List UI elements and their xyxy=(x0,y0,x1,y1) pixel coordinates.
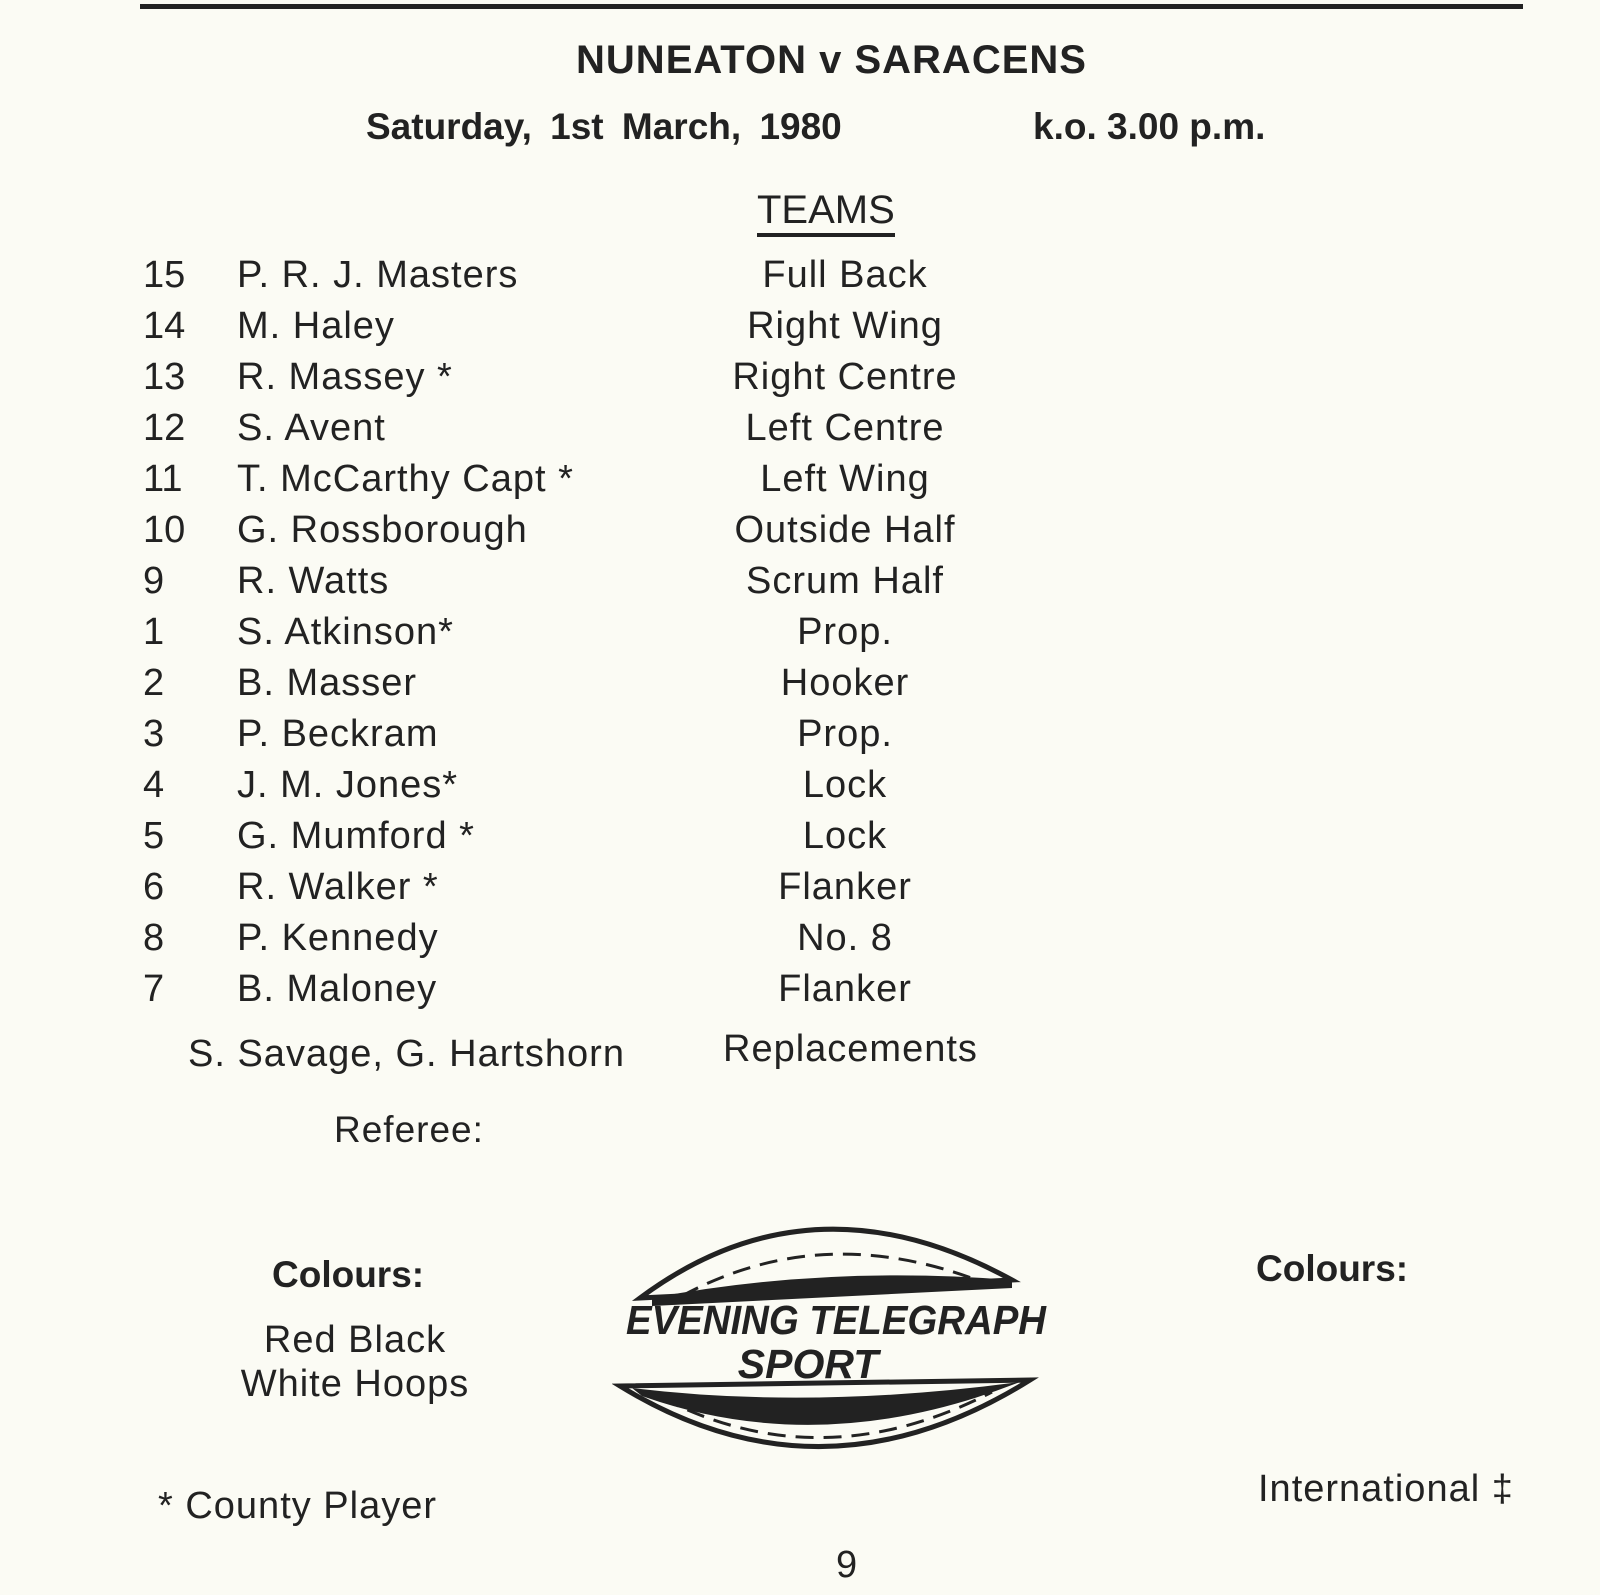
player-position: Outside Half xyxy=(734,509,956,551)
player-number: 13 xyxy=(143,356,186,398)
player-position: Right Centre xyxy=(732,356,958,398)
player-name: S. Avent xyxy=(237,407,386,449)
top-rule xyxy=(140,4,1523,9)
player-position: Lock xyxy=(802,815,888,857)
player-position: Flanker xyxy=(778,968,912,1010)
kickoff-time: k.o. 3.00 p.m. xyxy=(1033,106,1266,147)
player-name: J. M. Jones* xyxy=(237,764,459,806)
player-number: 12 xyxy=(143,407,186,449)
player-position: No. 8 xyxy=(797,917,893,959)
replacements-names: S. Savage, G. Hartshorn xyxy=(188,1033,625,1075)
county-player-note: * County Player xyxy=(158,1485,438,1527)
player-number: 15 xyxy=(143,254,186,296)
player-name: T. McCarthy Capt * xyxy=(237,458,574,500)
player-position: Scrum Half xyxy=(746,560,944,602)
player-row xyxy=(0,252,1100,304)
player-name: R. Walker * xyxy=(237,866,439,908)
player-row xyxy=(0,558,1100,610)
player-position: Prop. xyxy=(797,611,893,653)
player-name: S. Atkinson* xyxy=(237,611,454,653)
player-row xyxy=(0,303,1100,355)
player-position: Prop. xyxy=(797,713,893,755)
player-row xyxy=(0,915,1100,967)
player-row xyxy=(0,405,1100,457)
player-number: 10 xyxy=(143,509,186,551)
player-name: R. Watts xyxy=(237,560,390,602)
home-colours-line: Red Black xyxy=(263,1319,447,1361)
international-note: International ‡ xyxy=(1258,1468,1514,1510)
player-row xyxy=(0,456,1100,508)
player-position: Left Centre xyxy=(745,407,945,449)
player-number: 9 xyxy=(143,560,165,602)
player-name: B. Maloney xyxy=(237,968,438,1010)
match-title: NUNEATON v SARACENS xyxy=(576,38,1087,82)
player-row xyxy=(0,507,1100,559)
evening-telegraph-sport-logo xyxy=(612,1210,1062,1460)
player-number: 11 xyxy=(143,458,183,500)
player-number: 3 xyxy=(143,713,165,755)
home-colours-line: White Hoops xyxy=(240,1363,470,1405)
player-name: P. Beckram xyxy=(237,713,439,755)
player-name: P. R. J. Masters xyxy=(237,254,519,296)
player-position: Right Wing xyxy=(747,305,943,347)
logo-text-line2: SPORT xyxy=(737,1341,879,1387)
player-row xyxy=(0,762,1100,814)
player-number: 8 xyxy=(143,917,165,959)
player-position: Left Wing xyxy=(760,458,930,500)
player-position: Full Back xyxy=(762,254,928,296)
player-position: Flanker xyxy=(778,866,912,908)
player-number: 1 xyxy=(143,611,165,653)
player-row xyxy=(0,966,1100,1018)
player-position: Hooker xyxy=(780,662,910,704)
home-colours-label: Colours: xyxy=(272,1254,425,1295)
player-row xyxy=(0,711,1100,763)
match-date: Saturday, 1st March, 1980 xyxy=(366,106,842,147)
page-number: 9 xyxy=(836,1544,858,1586)
player-row xyxy=(0,864,1100,916)
player-name: G. Rossborough xyxy=(237,509,528,551)
player-number: 7 xyxy=(143,968,165,1010)
player-name: M. Haley xyxy=(237,305,395,347)
player-number: 4 xyxy=(143,764,165,806)
away-colours-label: Colours: xyxy=(1256,1248,1409,1289)
player-number: 14 xyxy=(143,305,186,347)
player-row xyxy=(0,813,1100,865)
player-row xyxy=(0,660,1100,712)
player-number: 2 xyxy=(143,662,165,704)
player-number: 6 xyxy=(143,866,165,908)
player-name: R. Massey * xyxy=(237,356,453,398)
referee-label: Referee: xyxy=(334,1109,484,1150)
player-row xyxy=(0,609,1100,661)
logo-text-line1: EVENING TELEGRAPH xyxy=(626,1297,1048,1343)
player-name: P. Kennedy xyxy=(237,917,439,959)
player-name: B. Masser xyxy=(237,662,418,704)
player-name: G. Mumford * xyxy=(237,815,475,857)
teams-heading: TEAMS xyxy=(757,187,895,237)
replacements-label: Replacements xyxy=(723,1028,978,1070)
player-row xyxy=(0,354,1100,406)
home-colours-value xyxy=(200,1318,510,1406)
player-position: Lock xyxy=(802,764,888,806)
player-number: 5 xyxy=(143,815,165,857)
